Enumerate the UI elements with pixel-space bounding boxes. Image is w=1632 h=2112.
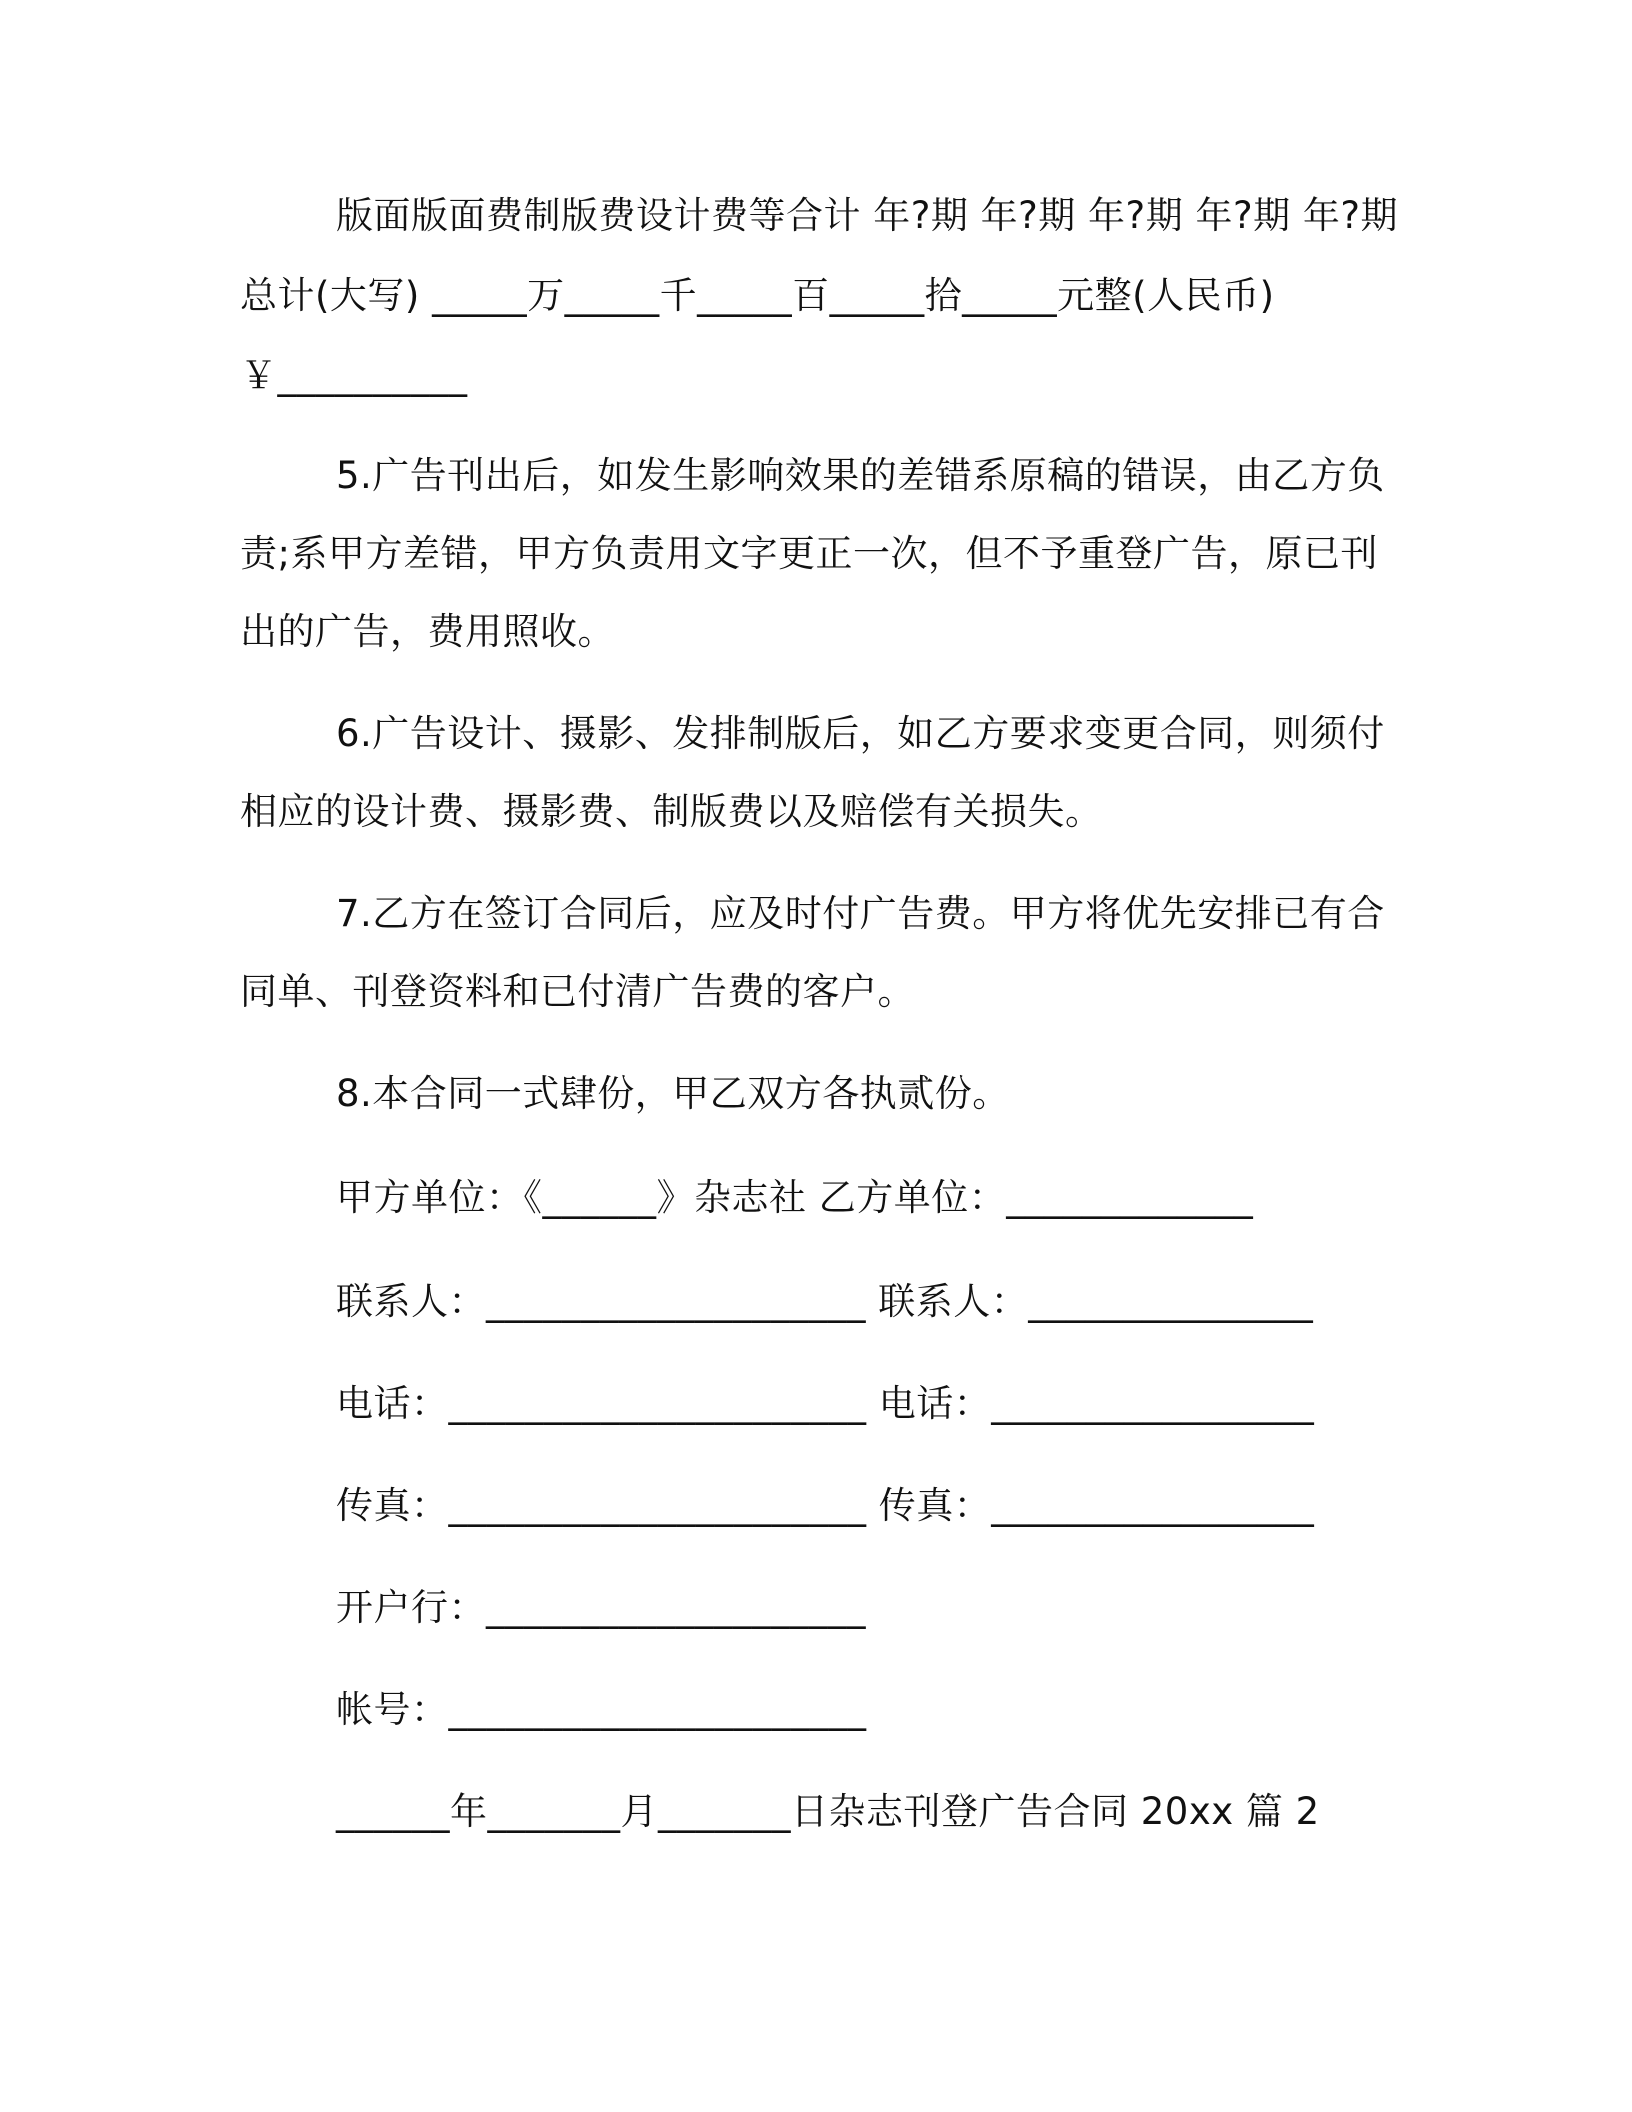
clause-5-line-1: 5.广告刊出后，如发生影响效果的差错系原稿的错误，由乙方负 bbox=[336, 454, 1385, 497]
clause-5-line-3: 出的广告，费用照收。 bbox=[240, 610, 615, 653]
fax-line: 传真：______________________ 传真：_________________ bbox=[336, 1484, 1315, 1527]
clause-7-line-1: 7.乙方在签订合同后，应及时付广告费。甲方将优先安排已有合 bbox=[336, 892, 1385, 935]
contact-person-line: 联系人：____________________ 联系人：_______________ bbox=[336, 1280, 1314, 1323]
party-units-line: 甲方单位：《______》杂志社 乙方单位：_____________ bbox=[336, 1176, 1254, 1219]
clause-7-line-2: 同单、刊登资料和已付清广告费的客户。 bbox=[240, 970, 915, 1013]
clause-8-line: 8.本合同一式肆份，甲乙双方各执贰份。 bbox=[336, 1072, 1010, 1115]
clause-5-line-2: 责;系甲方差错，甲方负责用文字更正一次，但不予重登广告，原已刊 bbox=[240, 532, 1378, 575]
total-amount-line: 总计(大写) _____万_____千_____百_____拾_____元整(人民币) bbox=[240, 274, 1275, 317]
clause-6-line-1: 6.广告设计、摄影、发排制版后，如乙方要求变更合同，则须付 bbox=[336, 712, 1385, 755]
fee-summary-line: 版面版面费制版费设计费等合计 年?期 年?期 年?期 年?期 年?期 bbox=[336, 194, 1398, 237]
date-title-line: ______年_______月_______日杂志刊登广告合同 20xx 篇 2 bbox=[336, 1790, 1320, 1833]
account-line: 帐号：______________________ bbox=[336, 1688, 867, 1731]
bank-line: 开户行：____________________ bbox=[336, 1586, 866, 1629]
clause-6-line-2: 相应的设计费、摄影费、制版费以及赔偿有关损失。 bbox=[240, 790, 1103, 833]
phone-line: 电话：______________________ 电话：_________________ bbox=[336, 1382, 1315, 1425]
yuan-amount-line: ￥__________ bbox=[240, 354, 468, 397]
